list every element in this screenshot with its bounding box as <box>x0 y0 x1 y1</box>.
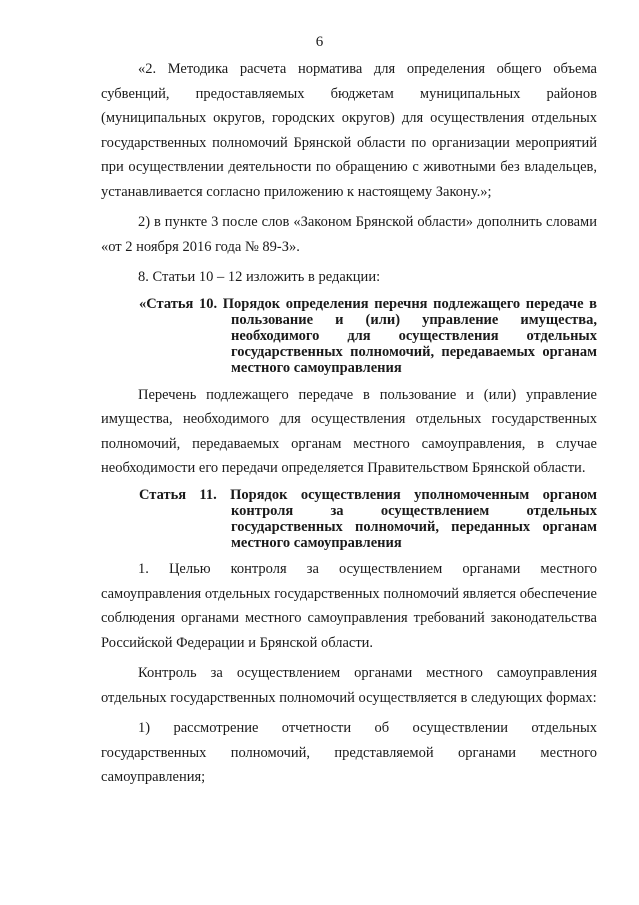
article-10-paragraph: Перечень подлежащего передаче в пользование и (или) управление имущества, необходимого для осуществления отдельных государственных полномочий, передаваемых органам местного самоуправления, в случае необходимости его передачи определяется Правительством Брянской области. <box>101 386 597 477</box>
page-number: 6 <box>315 34 324 50</box>
paragraph-methodology: «2. Методика расчета норматива для определения общего объема субвенций, предоставляемых бюджетам муниципальных районов (муниципальных округов, городских округов) для осуществления отдельных государственных полномочий Брянской области по организации мероприятий при осуществлении деятельности по обращению с животными без владельцев, устанавливается согласно приложению к настоящему Закону.»; <box>101 61 597 200</box>
article-11-heading: Статья 11. Порядок осуществления уполномоченным органом контроля за осуществлением отдельных государственных полномочий, переданных органам местного самоуправления <box>139 486 597 552</box>
paragraph-item-8: 8. Статьи 10 – 12 изложить в редакции: <box>138 269 381 285</box>
document-body <box>101 57 597 790</box>
paragraph-item-2: 2) в пункте 3 после слов «Законом Брянской области» дополнить словами «от 2 ноября 2016 года № 89-З». <box>101 214 597 255</box>
article-11-paragraph-1: 1. Целью контроля за осуществлением органами местного самоуправления отдельных государственных полномочий является обеспечение соблюдения органами местного самоуправления требований законодательства Российской Федерации и Брянской области. <box>101 561 597 651</box>
article-11-paragraph-2: Контроль за осуществлением органами местного самоуправления отдельных государственных полномочий осуществляется в следующих формах: <box>101 665 597 706</box>
article-11-list-item-1: 1) рассмотрение отчетности об осуществлении отдельных государственных полномочий, представляемой органами местного самоуправления; <box>101 720 597 786</box>
article-10-heading: «Статья 10. Порядок определения перечня подлежащего передаче в пользование и (или) управление имущества, необходимого для осуществления отдельных государственных полномочий, передаваемых органам местного самоуправления <box>139 295 597 377</box>
